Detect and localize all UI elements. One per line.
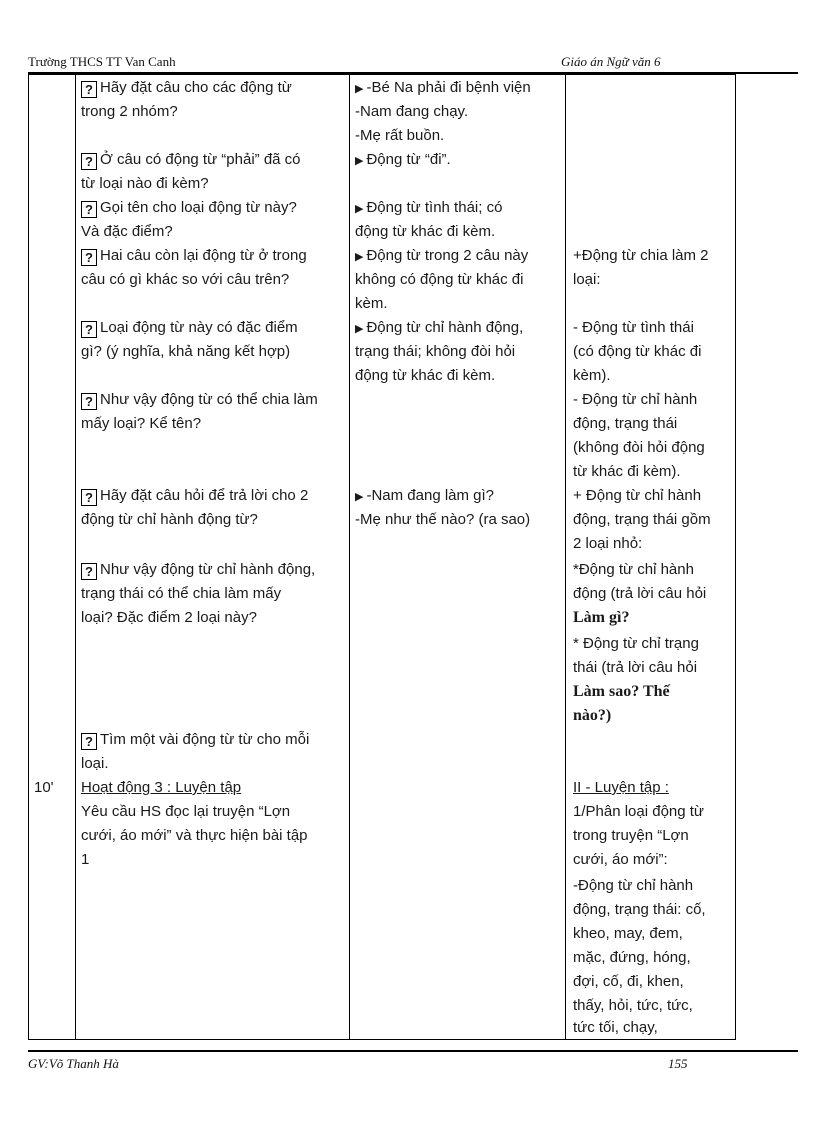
text-line: không có động từ khác đi [355,271,524,288]
text-line: * Động từ chỉ trạng [573,635,699,652]
text-line: -Nam đang chạy. [355,103,469,120]
text-line: câu có gì khác so với câu trên? [81,271,290,288]
text-line: + Động từ chỉ hành [573,487,702,504]
question-line: ? Tìm một vài động từ từ cho mỗi [81,728,309,752]
question-icon: ? [81,81,97,98]
text-line: thái (trả lời câu hỏi [573,659,698,676]
activity-heading: Hoạt động 3 : Luyện tập [81,779,242,796]
text-line: động (trả lời câu hỏi [573,585,707,602]
text-line: (không đòi hỏi động [573,439,705,456]
text-line: Và đặc điểm? [81,223,173,240]
text-line: trạng thái; không đòi hỏi [355,343,516,360]
text-line: trong 2 nhóm? [81,103,178,120]
time-value: 10' [34,779,54,796]
question-icon: ? [81,489,97,506]
header-school: Trường THCS TT Van Canh [28,54,176,69]
text-line: - Động từ tình thái [573,319,694,336]
text-line: động từ khác đi kèm. [355,223,496,240]
footer-rule [28,1050,798,1052]
text-line: +Động từ chia làm 2 [573,247,709,264]
text-line: từ khác đi kèm). [573,463,681,480]
answer-line: ▶ Động từ tình thái; có [355,199,503,216]
answer-line: ▶ -Bé Na phải đi bệnh viện [355,79,531,96]
question-line: ? Ở câu có động từ “phải” đã có [81,148,301,172]
question-icon: ? [81,249,97,266]
answer-line: ▶ Động từ chỉ hành động, [355,319,524,336]
arrow-icon: ▶ [355,83,364,95]
answer-line: ▶ Động từ “đi”. [355,151,451,168]
answer-line: ▶ -Nam đang làm gì? [355,487,495,504]
text-line: kèm). [573,367,611,384]
text-line: tức tối, chạy, [573,1019,658,1036]
text-line: loại? Đặc điểm 2 loại này? [81,609,257,626]
question-line: ? Như vậy động từ có thể chia làm [81,388,318,412]
question-line: ? Loại động từ này có đặc điểm [81,316,298,340]
question-line: ? Như vậy động từ chỉ hành động, [81,558,315,582]
text-line: *Động từ chỉ hành [573,561,694,578]
page-number: 155 [668,1056,688,1071]
text-line: động, trạng thái [573,415,678,432]
text-line: mặc, đứng, hóng, [573,949,691,966]
text-line: 2 loại nhỏ: [573,535,643,552]
column-divider [75,75,76,1039]
text-line: 1 [81,851,90,868]
text-line: trong truyện “Lợn [573,827,689,844]
text-line: -Động từ chỉ hành [573,877,694,894]
bold-text-line: Làm gì? [573,609,630,626]
column-divider [565,75,566,1039]
text-line: động, trạng thái gồm [573,511,711,528]
text-line: trạng thái có thể chia làm mấy [81,585,282,602]
question-line: ? Gọi tên cho loại động từ này? [81,196,297,220]
question-icon: ? [81,153,97,170]
text-line: kheo, may, đem, [573,925,683,942]
question-icon: ? [81,393,97,410]
text-line: Yêu cầu HS đọc lại truyện “Lợn [81,803,291,820]
arrow-icon: ▶ [355,491,364,503]
question-icon: ? [81,733,97,750]
text-line: kèm. [355,295,388,312]
bold-text-line: nào?) [573,707,612,724]
answer-line: ▶ Động từ trong 2 câu này [355,247,529,264]
text-line: thấy, hỏi, tức, tức, [573,997,693,1014]
text-line: 1/Phân loại động từ [573,803,704,820]
text-line: từ loại nào đi kèm? [81,175,209,192]
question-line: ? Hãy đặt câu cho các động từ [81,76,292,100]
question-line: ? Hãy đặt câu hỏi để trả lời cho 2 [81,484,308,508]
text-line: (có động từ khác đi [573,343,702,360]
text-line: đợi, cố, đi, khen, [573,973,684,990]
footer-teacher: GV:Võ Thanh Hà [28,1056,119,1071]
text-line: động từ khác đi kèm. [355,367,496,384]
section-heading: II - Luyện tập : [573,779,669,796]
text-line: -Mẹ rất buồn. [355,127,445,144]
text-line: động từ chỉ hành động từ? [81,511,258,528]
text-line: - Động từ chỉ hành [573,391,698,408]
question-icon: ? [81,563,97,580]
text-line: cưới, áo mới”: [573,851,668,868]
arrow-icon: ▶ [355,203,364,215]
text-line: cưới, áo mới” và thực hiện bài tập [81,827,308,844]
question-icon: ? [81,201,97,218]
bold-text-line: Làm sao? Thế [573,683,670,700]
text-line: loại. [81,755,109,772]
text-line: gì? (ý nghĩa, khả năng kết hợp) [81,343,291,360]
arrow-icon: ▶ [355,155,364,167]
arrow-icon: ▶ [355,323,364,335]
arrow-icon: ▶ [355,251,364,263]
text-line: -Mẹ như thế nào? (ra sao) [355,511,531,528]
column-divider [349,75,350,1039]
header-subject: Giáo án Ngữ văn 6 [561,54,661,69]
question-icon: ? [81,321,97,338]
text-line: loại: [573,271,601,288]
question-line: ? Hai câu còn lại động từ ở trong [81,244,307,268]
text-line: động, trạng thái: cố, [573,901,706,918]
text-line: mấy loại? Kể tên? [81,415,202,432]
